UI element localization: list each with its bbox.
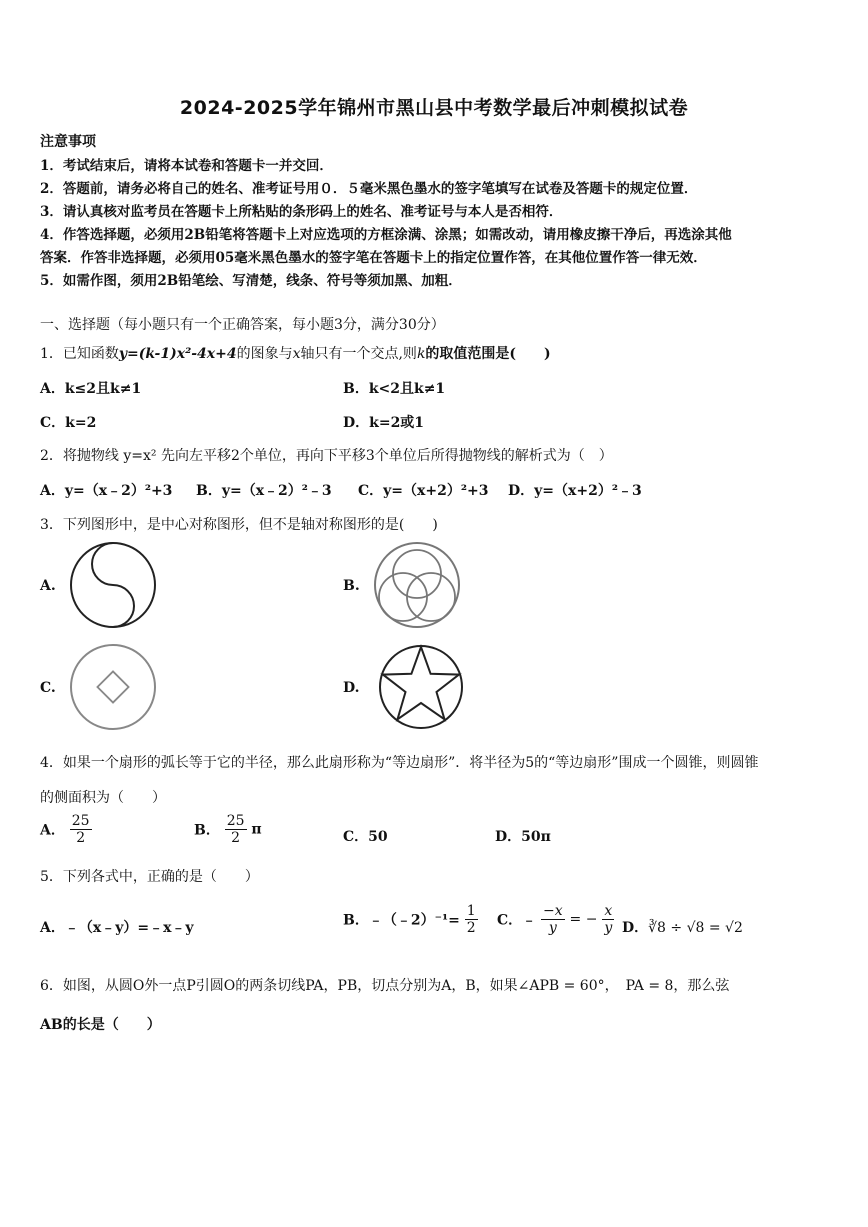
note-item: 3．请认真核对监考员在答题卡上所粘贴的条形码上的姓名、准考证号与本人是否相符．: [40, 204, 563, 220]
q1-text: 轴只有一个交点,则: [300, 346, 417, 362]
fraction: [602, 903, 614, 936]
q3-option-c[interactable]: C.: [40, 680, 56, 696]
numerator: 1: [466, 903, 476, 919]
q5-option-a[interactable]: A．﹣（x﹣y）=﹣x﹣y: [40, 920, 194, 936]
yin-yang-figure: [66, 540, 160, 630]
question-4-stem-cont: 的侧面积为（ ）: [40, 790, 166, 806]
q4-a-label: A．: [40, 822, 65, 839]
page-title: 2024-2025学年锦州市黑山县中考数学最后冲刺模拟试卷: [179, 97, 689, 119]
q2-option-d[interactable]: D．y=（x+2）²﹣3: [508, 483, 642, 499]
q1-function: y=(k-1)x²-4x+4: [118, 346, 237, 362]
fraction: [225, 813, 247, 846]
denominator: y: [604, 920, 613, 936]
question-6-stem: 6．如图，从圆O外一点P引圆O的两条切线PA，PB，切点分别为A，B，如果∠APB = 60°， PA = 8，那么弦: [40, 978, 730, 994]
q1-option-c[interactable]: C．k=2: [40, 415, 97, 431]
coin-figure: [66, 642, 160, 732]
q3-option-d[interactable]: D.: [343, 680, 360, 696]
q4-option-b[interactable]: [194, 813, 262, 846]
star-figure: [374, 642, 468, 732]
three-arcs-figure: [370, 540, 464, 630]
q2-option-a[interactable]: A．y=（x﹣2）²+3: [40, 483, 173, 499]
q5-option-b[interactable]: [343, 903, 478, 936]
question-5-stem: 5．下列各式中，正确的是（ ）: [40, 869, 259, 885]
fraction: [465, 903, 478, 936]
question-1-stem: [40, 343, 551, 363]
question-4-stem: 4．如果一个扇形的弧长等于它的半径，那么此扇形称为“等边扇形”．将半径为5的“等边扇形”围成一个圆锥，则圆锥: [40, 755, 759, 771]
denominator: 2: [466, 920, 476, 936]
q2-option-b[interactable]: B．y=（x﹣2）²﹣3: [196, 483, 332, 499]
numerator: −x: [543, 903, 563, 919]
q4-option-a[interactable]: [40, 813, 92, 846]
question-6-stem-cont: AB的长是（ ）: [40, 1017, 161, 1033]
denominator: 2: [76, 830, 86, 846]
q1-option-b[interactable]: B．k<2且k≠1: [343, 381, 446, 397]
pi-symbol: π: [251, 821, 262, 838]
q1-text: 的取值范围是( ): [425, 346, 551, 362]
question-3-stem: 3．下列图形中，是中心对称图形，但不是轴对称图形的是( ): [40, 517, 438, 533]
notes-heading: 注意事项: [40, 134, 96, 150]
q4-option-c[interactable]: C．50: [343, 829, 388, 845]
equals-minus: = −: [569, 911, 598, 928]
note-item: 2．答题前，请务必将自己的姓名、准考证号用０．５毫米黑色墨水的签字笔填写在试卷及答题卡的规定位置．: [40, 181, 698, 197]
q1-text: 1．已知函数: [40, 346, 119, 362]
numerator: x: [602, 903, 614, 920]
q3-option-a[interactable]: A.: [40, 578, 56, 594]
q5-d-expression: ∛8 ÷ √8 = √2: [648, 920, 743, 936]
q5-option-d[interactable]: [622, 917, 743, 937]
q5-option-c[interactable]: [497, 903, 614, 936]
q5-c-label: C．﹣: [497, 912, 537, 929]
numerator: 25: [71, 813, 90, 829]
denominator: 2: [231, 830, 241, 846]
note-item: 1．考试结束后，请将本试卷和答题卡一并交回．: [40, 158, 333, 174]
q2-option-c[interactable]: C．y=（x+2）²+3: [358, 483, 489, 499]
q1-option-d[interactable]: D．k=2或1: [343, 415, 425, 431]
question-2-stem: 2．将抛物线 y=x² 先向左平移2个单位，再向下平移3个单位后所得抛物线的解析式为（ ）: [40, 448, 613, 464]
q1-option-a[interactable]: A．k≤2且k≠1: [40, 381, 142, 397]
section-heading: 一、选择题（每小题只有一个正确答案，每小题3分，满分30分）: [40, 317, 445, 333]
q4-option-d[interactable]: D．50π: [495, 829, 551, 845]
q4-b-label: B．: [194, 822, 220, 839]
numerator: 25: [226, 813, 245, 829]
q3-option-b[interactable]: B.: [343, 578, 360, 594]
q5-b-label: B．﹣（﹣2）⁻¹=: [343, 912, 460, 929]
q1-var: k: [416, 346, 426, 362]
q5-d-label: D．: [622, 920, 649, 936]
note-item: 4．作答选择题，必须用2B铅笔将答题卡上对应选项的方框涂满、涂黑；如需改动，请用橡皮擦干净后，再选涂其他: [40, 227, 732, 243]
note-item: 5．如需作图，须用2B铅笔绘、写清楚，线条、符号等须加黑、加粗．: [40, 273, 462, 289]
q1-var: x: [292, 346, 301, 362]
note-item: 答案．作答非选择题，必须用05毫米黑色墨水的签字笔在答题卡上的指定位置作答，在其他位置作答一律无效．: [40, 250, 707, 266]
fraction: [541, 903, 565, 936]
q1-text: 的图象与: [236, 346, 293, 362]
fraction: [70, 813, 92, 846]
denominator: y: [548, 920, 557, 936]
